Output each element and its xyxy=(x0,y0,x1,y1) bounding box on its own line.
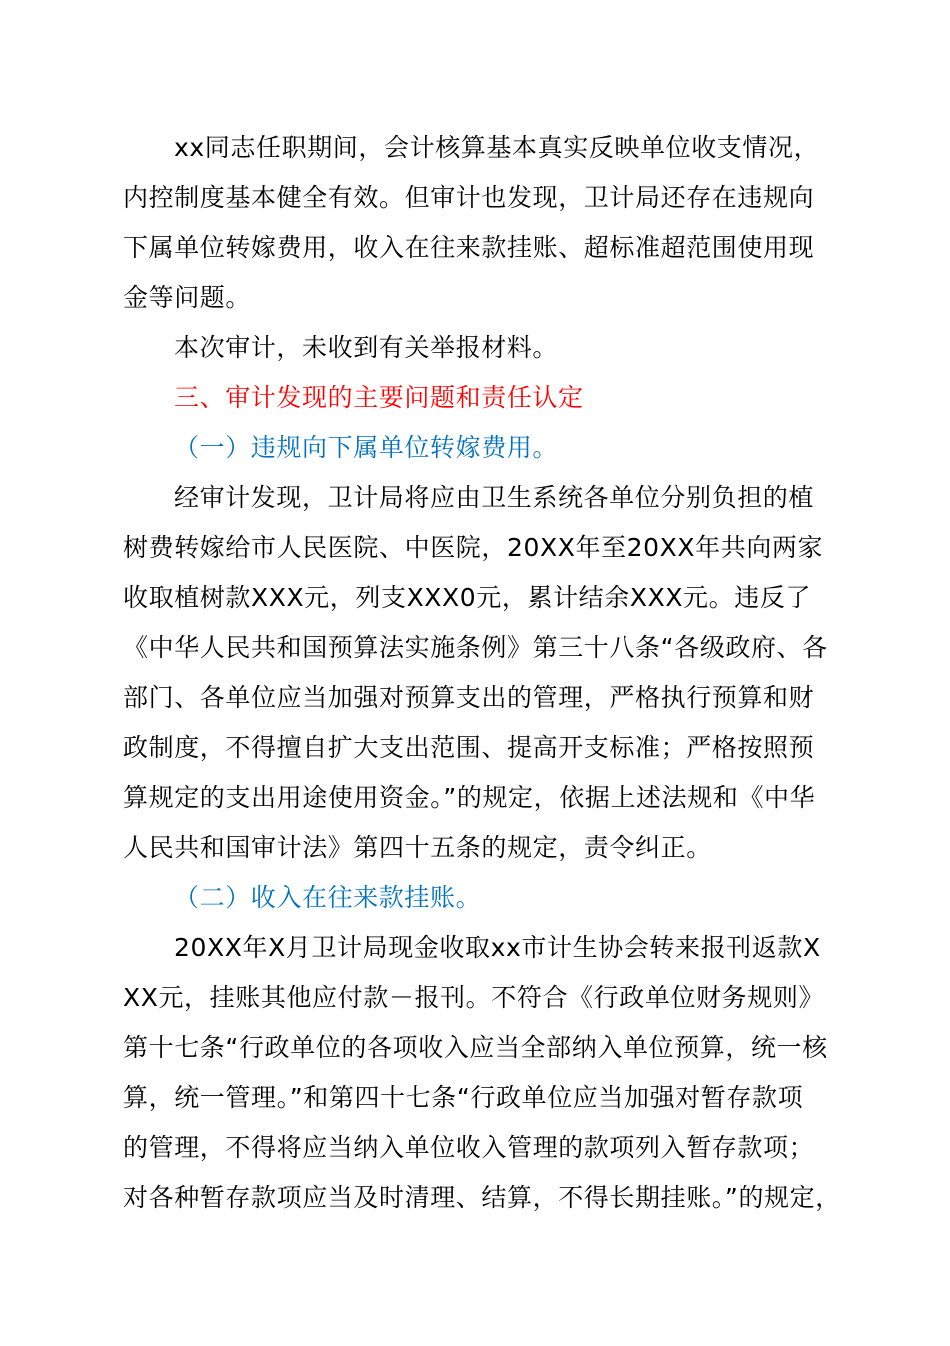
paragraph-line: 金等问题。 xyxy=(123,283,252,312)
paragraph-line: 对各种暂存款项应当及时清理、结算，不得长期挂账。”的规定， xyxy=(123,1183,841,1212)
subsection-heading: （二）收入在往来款挂账。 xyxy=(174,883,482,912)
paragraph-line: 算规定的支出用途使用资金。”的规定，依据上述法规和《中华 xyxy=(123,783,816,812)
paragraph-line: 政制度，不得擅自扩大支出范围、提高开支标准；严格按照预 xyxy=(123,733,815,762)
paragraph-line: 部门、各单位应当加强对预算支出的管理，严格执行预算和财 xyxy=(123,683,815,712)
paragraph-line: 树费转嫁给市人民医院、中医院，20XX年至20XX年共向两家 xyxy=(123,533,824,562)
paragraph-line: XX元，挂账其他应付款－报刊。不符合《行政单位财务规则》 xyxy=(123,983,825,1012)
paragraph-line: 经审计发现，卫计局将应由卫生系统各单位分别负担的植 xyxy=(174,483,815,512)
section-heading: 三、审计发现的主要问题和责任认定 xyxy=(174,383,584,412)
subsection-heading: （一）违规向下属单位转嫁费用。 xyxy=(174,433,559,462)
paragraph-line: 内控制度基本健全有效。但审计也发现，卫计局还存在违规向 xyxy=(123,183,815,212)
paragraph-line: 的管理，不得将应当纳入单位收入管理的款项列入暂存款项； xyxy=(123,1133,815,1162)
paragraph-line: 人民共和国审计法》第四十五条的规定，责令纠正。 xyxy=(123,833,712,862)
paragraph-line: 第十七条“行政单位的各项收入应当全部纳入单位预算，统一核 xyxy=(123,1033,828,1062)
paragraph-line: 下属单位转嫁费用，收入在往来款挂账、超标准超范围使用现 xyxy=(123,233,815,262)
paragraph-line: 本次审计，未收到有关举报材料。 xyxy=(174,333,559,362)
paragraph-line: 算，统一管理。”和第四十七条“行政单位应当加强对暂存款项 xyxy=(123,1083,804,1112)
paragraph-line: xx同志任职期间，会计核算基本真实反映单位收支情况， xyxy=(174,133,820,162)
paragraph-line: 20XX年X月卫计局现金收取xx市计生协会转来报刊返款X xyxy=(174,933,821,962)
paragraph-line: 《中华人民共和国预算法实施条例》第三十八条“各级政府、各 xyxy=(123,633,828,662)
paragraph-line: 收取植树款XXX元，列支XXX0元，累计结余XXX元。违反了 xyxy=(123,583,812,612)
